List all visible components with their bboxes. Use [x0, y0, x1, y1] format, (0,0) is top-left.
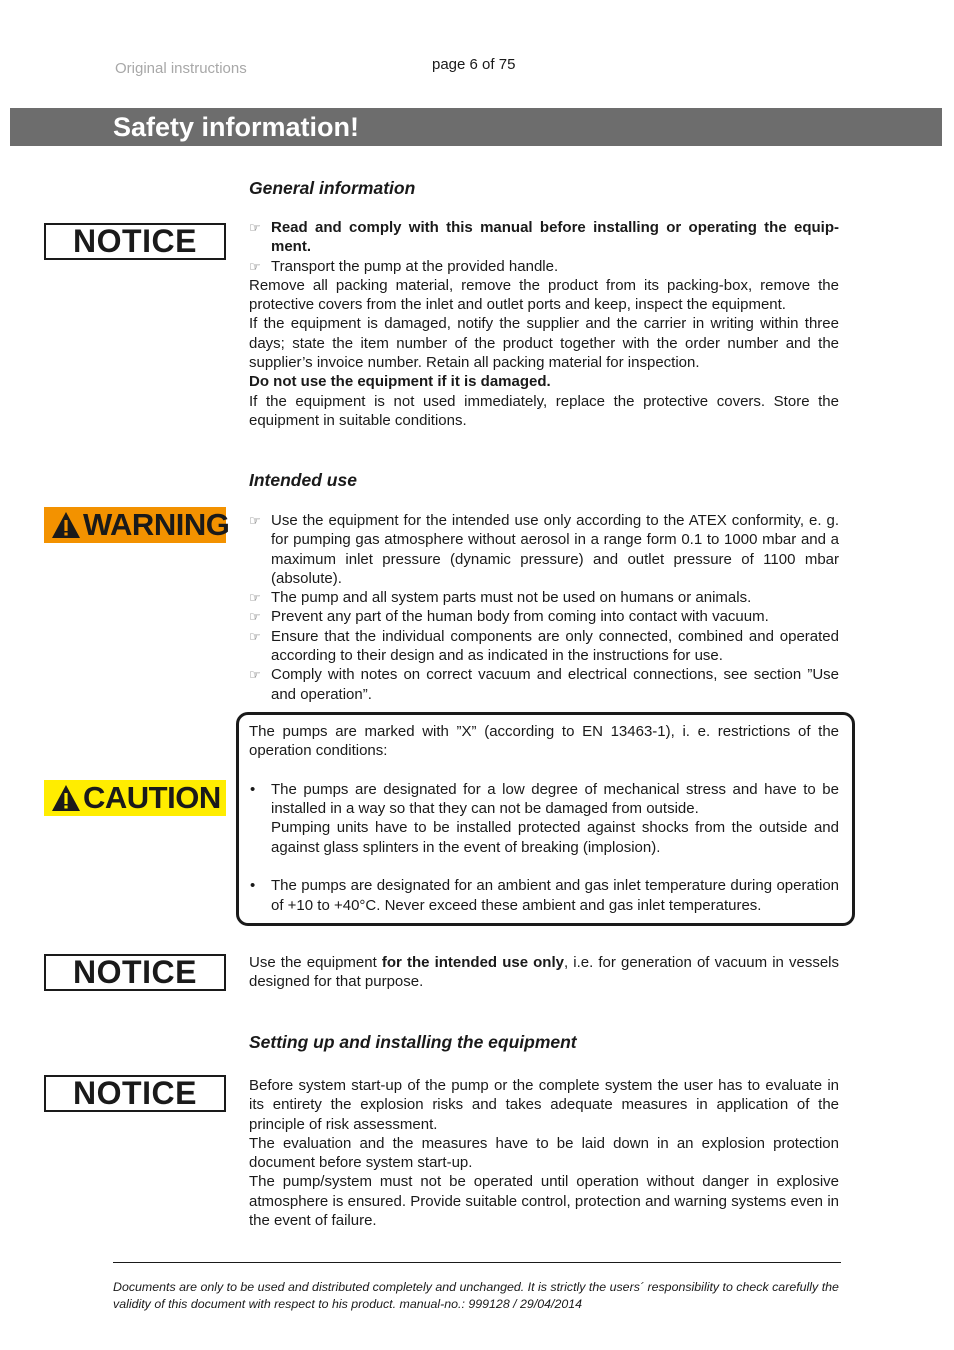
paragraph: The pumps are marked with ”X” (according to EN 13463-1), i. e. restrictions of the operation conditions:: [249, 723, 839, 760]
document-type-label: Original instructions: [115, 60, 247, 77]
footer-disclaimer: Documents are only to be used and distributed completely and unchanged. It is strictly the users´ responsibility to check carefully the validity of this document with respect to his product. manual-no.: 999128 / 29/04/2014: [113, 1280, 839, 1311]
exclamation-triangle-icon: [51, 784, 81, 812]
paragraph: The pump/system must not be operated until operation without danger in explosive atmosphere is ensured. Provide suitable control, protection and warning systems even in the event of failure.: [249, 1173, 839, 1230]
paragraph: Remove all packing material, remove the product from its packing-box, remove the protective covers from the inlet and outlet ports and keep, inspect the equipment.: [249, 276, 839, 314]
paragraph-bold: Do not use the equipment if it is damaged.: [249, 373, 551, 391]
bullet-dot: •: [250, 877, 256, 895]
page-number: page 6 of 75: [432, 56, 516, 73]
notice-sign: [44, 223, 226, 260]
section-heading-general: General information: [249, 178, 416, 198]
general-text-block: [249, 218, 839, 430]
intended-use-notice-text: [249, 953, 839, 992]
footer-divider: [113, 1262, 841, 1263]
paragraph: Use the equipment for the intended use only, i.e. for generation of vacuum in vessels designed for that purpose.: [249, 954, 839, 991]
list-item: ☞ Transport the pump at the provided handle.: [249, 257, 559, 275]
bullet-dot: •: [250, 780, 256, 798]
caution-sign: [44, 780, 226, 816]
pointing-hand-icon: ☞: [249, 590, 261, 606]
pointing-hand-icon: ☞: [249, 513, 261, 528]
title-bar: [10, 108, 942, 146]
caution-box-text: [249, 722, 839, 915]
page-title: Safety information!: [113, 112, 360, 142]
paragraph: If the equipment is damaged, notify the supplier and the carrier in writing within three days; state the item number of the product together with the order number and the supplier’s invoice number. Retain all packing material for inspection.: [249, 315, 839, 372]
caution-label: CAUTION: [83, 780, 221, 815]
pointing-hand-icon: ☞: [249, 220, 261, 235]
list-item: ☞ Read and comply with this manual before installing or operating the equipment.: [249, 219, 839, 256]
notice-label: NOTICE: [73, 954, 197, 990]
intended-use-list: [249, 511, 839, 704]
notice-label: NOTICE: [73, 1075, 197, 1111]
paragraph: The evaluation and the measures have to be laid down in an explosion protection document before system start-up.: [249, 1134, 839, 1172]
pointing-hand-icon: ☞: [249, 628, 261, 644]
pointing-hand-icon: ☞: [249, 609, 261, 625]
pointing-hand-icon: ☞: [249, 258, 261, 274]
exclamation-triangle-icon: [51, 511, 81, 539]
section-heading-intended: Intended use: [249, 470, 357, 490]
section-heading-setup: Setting up and installing the equipment: [249, 1032, 577, 1052]
list-item: ☞ Ensure that the individual components are only connected, combined and operated according to their design and as indicated in the instructions for use.: [249, 627, 839, 665]
warning-label: WARNING: [83, 507, 230, 542]
list-item: ☞ Use the equipment for the intended use only according to the ATEX conformity, e. g. for pumping gas atmosphere without aerosol in a range form 0.1 to 1000 mbar and a maximum inlet pressure (dynamic pressure) and outlet pressure of 1100 mbar (absolute).: [249, 512, 839, 587]
warning-sign: [44, 507, 230, 543]
list-item: • The pumps are designated for a low degree of mechanical stress and have to be installed in a way so that they can not be damaged from outside. Pumping units have to be installed protected against shocks from the outside and against glass splinters in the event of breaking (implosion).: [250, 780, 839, 856]
setup-text-block: [249, 1076, 839, 1230]
notice-sign: [44, 954, 226, 991]
list-item: ☞ Prevent any part of the human body from coming into contact with vacuum.: [249, 608, 769, 626]
list-item: ☞ Comply with notes on correct vacuum and electrical connections, see section ”Use and operation”.: [249, 666, 839, 703]
notice-sign: [44, 1075, 226, 1112]
paragraph: Before system start-up of the pump or the complete system the user has to evaluate in its entirety the explosion risks and takes adequate measures in application of the principle of risk assessment.: [249, 1077, 839, 1133]
pointing-hand-icon: ☞: [249, 667, 261, 683]
list-item: • The pumps are designated for an ambient and gas inlet temperature during operation of +10 to +40°C. Never exceed these ambient and gas inlet temperatures.: [250, 877, 839, 914]
paragraph: If the equipment is not used immediately, replace the protective covers. Store the equipment in suitable conditions.: [249, 392, 839, 429]
list-item: ☞ The pump and all system parts must not be used on humans or animals.: [249, 589, 752, 607]
notice-label: NOTICE: [73, 223, 197, 259]
